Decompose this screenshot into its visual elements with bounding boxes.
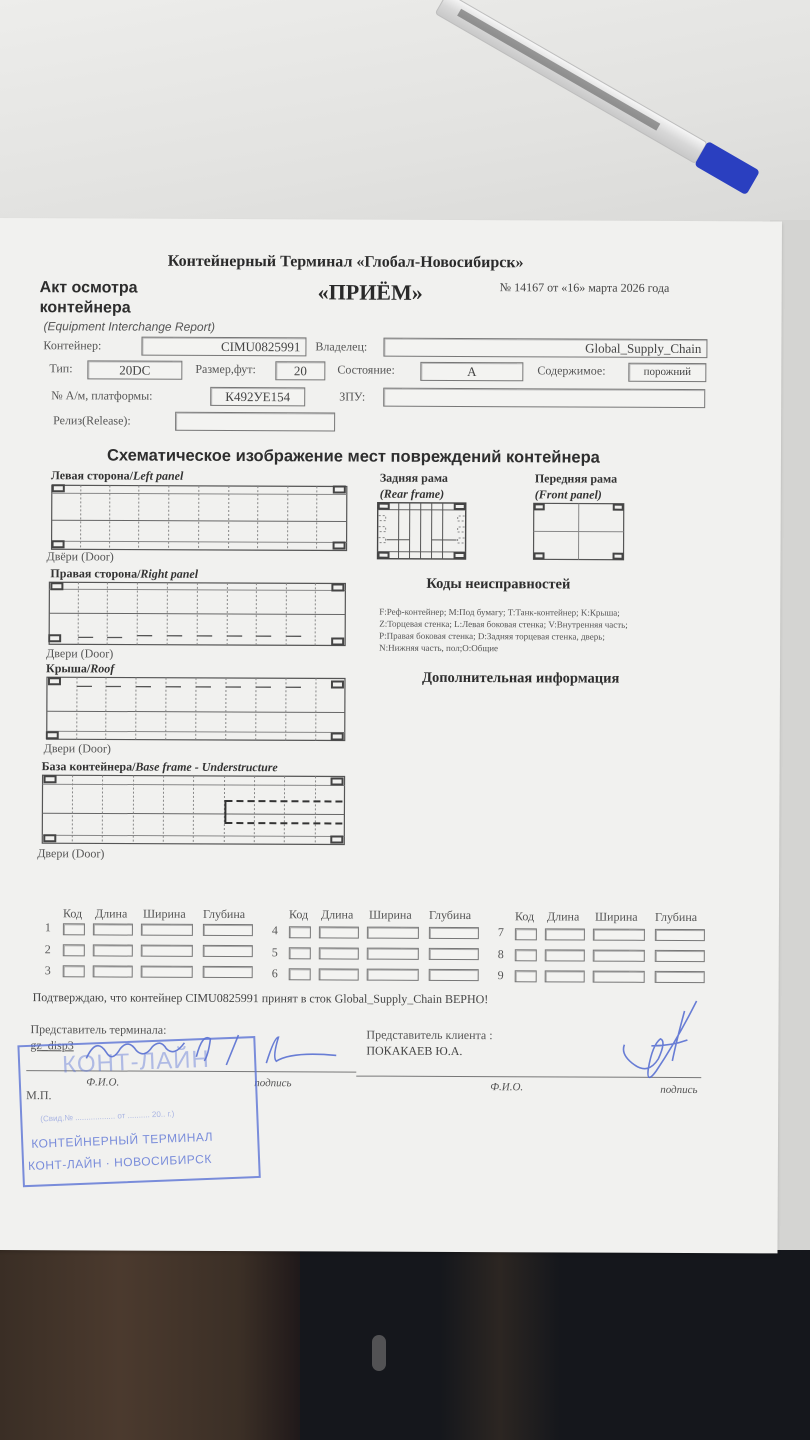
shoe-glint bbox=[372, 1335, 386, 1371]
document-number: № 14167 от «16» марта 2026 года bbox=[499, 280, 670, 295]
damage-depth-input[interactable] bbox=[655, 971, 705, 983]
col-depth: Глубина bbox=[428, 907, 472, 923]
schematic-title: Схематическое изображение мест повреждений контейнера bbox=[106, 446, 600, 467]
col-length: Длина bbox=[94, 906, 128, 921]
damage-code-input[interactable] bbox=[515, 949, 537, 961]
damage-width-input[interactable] bbox=[593, 950, 645, 962]
vehicle-field: К492УЕ154 bbox=[210, 387, 305, 406]
client-fio-label: Ф.И.О. bbox=[490, 1081, 524, 1094]
fault-codes-title: Коды неисправностей bbox=[426, 575, 571, 593]
size-label: Размер,фут: bbox=[195, 361, 256, 377]
damage-length-input[interactable] bbox=[319, 926, 359, 938]
col-code: Код bbox=[514, 909, 535, 924]
client-handwritten-signature bbox=[596, 991, 706, 1091]
container-label: Контейнер: bbox=[43, 338, 102, 353]
damage-depth-input[interactable] bbox=[203, 945, 253, 957]
type-field: 20DC bbox=[87, 360, 182, 379]
terminal-fio-label: Ф.И.О. bbox=[86, 1076, 120, 1089]
release-field bbox=[175, 412, 335, 432]
right-panel-diagram bbox=[48, 580, 348, 651]
condition-field: A bbox=[420, 362, 523, 381]
damage-code-input[interactable] bbox=[289, 926, 311, 938]
damage-width-input[interactable] bbox=[593, 971, 645, 983]
terminal-sign-label: подпись bbox=[254, 1077, 292, 1090]
contents-field: порожний bbox=[628, 363, 706, 382]
right-panel-door-label: Двери (Door) bbox=[46, 646, 114, 661]
damage-depth-input[interactable] bbox=[429, 969, 479, 981]
damage-depth-input[interactable] bbox=[203, 924, 253, 936]
container-field: CIMU0825991 bbox=[141, 337, 306, 357]
front-frame-diagram bbox=[533, 502, 627, 562]
left-panel-diagram bbox=[51, 483, 349, 554]
stamp-brand: КОНТ-ЛАЙН bbox=[61, 1045, 211, 1079]
operation-type: «ПРИЁМ» bbox=[317, 279, 423, 305]
left-panel-door-label: Двёри (Door) bbox=[46, 549, 114, 564]
rear-frame-label: Задняя рама bbox=[379, 470, 448, 485]
terminal-rep-label: Представитель терминала: bbox=[30, 1022, 167, 1037]
stamp-certificate: (Свид.№ .................. от .......... 20.. г.) bbox=[40, 1109, 175, 1124]
damage-length-input[interactable] bbox=[545, 970, 585, 982]
damage-code-input[interactable] bbox=[63, 965, 85, 977]
damage-depth-input[interactable] bbox=[429, 927, 479, 939]
damage-row-number: 8 bbox=[497, 947, 504, 962]
terminal-rep-value: gz_disp3 bbox=[30, 1038, 74, 1053]
col-depth: Глубина bbox=[654, 909, 698, 925]
contents-label: Содержимое: bbox=[537, 363, 606, 378]
terminal-title: Контейнерный Терминал «Глобал-Новосибирск» bbox=[167, 252, 524, 272]
stamp-place-label: М.П. bbox=[26, 1088, 52, 1103]
col-depth: Глубина bbox=[202, 906, 246, 922]
seal-field bbox=[383, 388, 705, 408]
confirmation-text: Подтверждаю, что контейнер CIMU0825991 принят в сток Global_Supply_Chain ВЕРНО! bbox=[32, 990, 489, 1007]
stamp-line2: КОНТ-ЛАЙН · НОВОСИБИРСК bbox=[27, 1151, 213, 1174]
base-frame-door-label: Двери (Door) bbox=[37, 846, 105, 861]
condition-label: Состояние: bbox=[337, 362, 395, 377]
damage-length-input[interactable] bbox=[319, 968, 359, 980]
owner-field: Global_Supply_Chain bbox=[383, 338, 707, 358]
front-frame-label: Передняя рама bbox=[534, 471, 618, 486]
eir-document bbox=[0, 218, 782, 1253]
damage-length-input[interactable] bbox=[93, 965, 133, 977]
col-code: Код bbox=[62, 906, 83, 921]
fault-code-line: N:Нижняя часть, пол;O:Общие bbox=[379, 642, 499, 654]
client-sign-label: подпись bbox=[660, 1083, 698, 1097]
front-frame-label-en: (Front panel) bbox=[534, 487, 602, 502]
act-title-line1: Акт осмотра bbox=[39, 279, 138, 297]
damage-length-input[interactable] bbox=[93, 944, 133, 956]
damage-code-input[interactable] bbox=[63, 944, 85, 956]
fault-code-line: F:Реф-контейнер; M:Под бумагу; T:Танк-контейнер; K:Крыша; bbox=[379, 606, 620, 618]
seal-label: ЗПУ: bbox=[339, 389, 366, 404]
damage-width-input[interactable] bbox=[141, 966, 193, 978]
damage-depth-input[interactable] bbox=[655, 950, 705, 962]
rear-frame-diagram bbox=[377, 502, 469, 562]
client-rep-value: ПОКАКАЕВ Ю.А. bbox=[366, 1043, 463, 1059]
damage-row-number: 9 bbox=[497, 968, 504, 983]
damage-width-input[interactable] bbox=[593, 929, 645, 941]
damage-depth-input[interactable] bbox=[203, 966, 253, 978]
act-title-line2: контейнера bbox=[39, 299, 131, 317]
col-length: Длина bbox=[320, 907, 354, 922]
damage-length-input[interactable] bbox=[545, 928, 585, 940]
col-length: Длина bbox=[546, 909, 580, 924]
client-rep-label: Представитель клиента : bbox=[366, 1027, 493, 1043]
additional-info-title: Дополнительная информация bbox=[421, 669, 620, 687]
damage-row-number: 3 bbox=[44, 963, 51, 978]
stamp-line1: КОНТЕЙНЕРНЫЙ ТЕРМИНАЛ bbox=[31, 1129, 214, 1151]
damage-code-input[interactable] bbox=[515, 970, 537, 982]
damage-width-input[interactable] bbox=[141, 945, 193, 957]
col-width: Ширина bbox=[368, 907, 412, 922]
damage-row-number: 4 bbox=[271, 923, 278, 938]
damage-code-input[interactable] bbox=[63, 923, 85, 935]
damage-width-input[interactable] bbox=[141, 924, 193, 936]
floor-wood bbox=[0, 1250, 300, 1440]
roof-diagram bbox=[46, 675, 348, 744]
left-panel-label: Левая сторона/Left panel bbox=[50, 468, 184, 483]
company-stamp bbox=[17, 1036, 260, 1187]
damage-row-number: 2 bbox=[44, 942, 51, 957]
act-title bbox=[40, 278, 138, 318]
fault-code-line: P:Правая боковая стенка; D:Задняя торцевая стенка, дверь; bbox=[379, 630, 605, 642]
col-code: Код bbox=[288, 907, 309, 922]
damage-width-input[interactable] bbox=[367, 948, 419, 960]
damage-length-input[interactable] bbox=[545, 949, 585, 961]
damage-row-number: 7 bbox=[497, 925, 504, 940]
damage-width-input[interactable] bbox=[367, 969, 419, 981]
damage-row-number: 5 bbox=[271, 945, 278, 960]
type-label: Тип: bbox=[49, 361, 73, 376]
size-field: 20 bbox=[275, 361, 325, 380]
col-width: Ширина bbox=[594, 909, 638, 924]
damage-length-input[interactable] bbox=[93, 923, 133, 935]
base-frame-label: База контейнера/Base frame - Understructure bbox=[41, 759, 278, 775]
roof-door-label: Двери (Door) bbox=[43, 741, 111, 756]
damage-row-number: 6 bbox=[271, 966, 278, 981]
col-width: Ширина bbox=[142, 906, 186, 921]
right-panel-label: Правая сторона/Right panel bbox=[50, 566, 199, 581]
damage-depth-input[interactable] bbox=[655, 929, 705, 941]
rear-frame-label-en: (Rear frame) bbox=[379, 486, 445, 501]
ballpoint-pen-icon bbox=[420, 0, 800, 210]
damage-width-input[interactable] bbox=[367, 927, 419, 939]
damage-row-number: 1 bbox=[44, 920, 51, 935]
base-frame-diagram bbox=[41, 773, 347, 849]
release-label: Релиз(Release): bbox=[53, 413, 131, 428]
fault-code-line: Z:Торцевая стенка; L:Левая боковая стенка; V:Внутренняя часть; bbox=[379, 618, 628, 630]
fault-codes-list bbox=[379, 606, 628, 655]
floor-shadow bbox=[440, 1250, 560, 1440]
roof-label: Крыша/Roof bbox=[46, 661, 115, 676]
damage-depth-input[interactable] bbox=[429, 948, 479, 960]
damage-code-input[interactable] bbox=[289, 968, 311, 980]
vehicle-label: № А/м, платформы: bbox=[51, 388, 153, 403]
damage-code-input[interactable] bbox=[515, 928, 537, 940]
damage-length-input[interactable] bbox=[319, 947, 359, 959]
act-subtitle: (Equipment Interchange Report) bbox=[43, 319, 215, 334]
owner-label: Владелец: bbox=[315, 339, 368, 354]
damage-code-input[interactable] bbox=[289, 947, 311, 959]
